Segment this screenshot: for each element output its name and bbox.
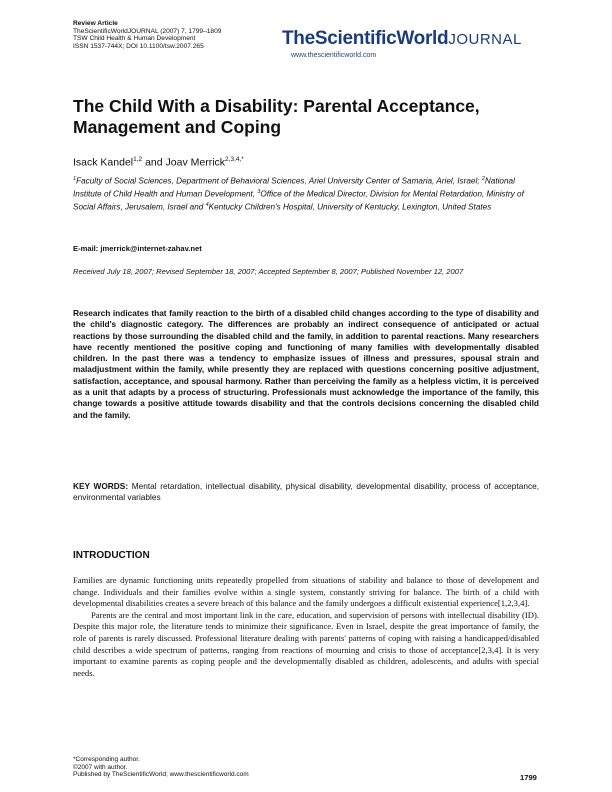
author-name: Joav Merrick [165, 156, 226, 169]
author-list [73, 156, 244, 169]
body-text [73, 575, 539, 679]
issn-doi: ISSN 1537-744X; DOI 10.1100/tsw.2007.265 [73, 42, 204, 50]
body-paragraph: Families are dynamic functioning units repeatedly propelled from situations of stability and balance to those of development and change. Individuals and their families evolve within a single system, constantly striving for balance. The birth of a child with developmental disabilities creates a severe breach of this balance and the family undergoes a difficult existential experience[1,2,3,4]. [73, 575, 539, 609]
affiliation-marker: 4 [205, 201, 209, 208]
journal-section: TSW Child Health & Human Development [73, 35, 196, 43]
corresponding-email[interactable]: E-mail: jmerrick@internet-zahav.net [73, 244, 202, 253]
logo-main: TheScientificWorld [282, 28, 449, 49]
affiliation-marker: 2 [481, 176, 485, 182]
journal-logo [282, 28, 552, 59]
journal-url[interactable]: www.thescientificworld.com [291, 52, 377, 59]
article-title: The Child With a Disability: Parental Acceptance, Management and Coping [73, 96, 480, 137]
abstract: Research indicates that family reaction to the birth of a disabled child changes according to the type of disability and the child's diagnostic category. The differences are probably an indirect consequence of anticipated or actual reactions by those surrounding the disabled child and the family, in addition to parental reactions. Many researchers have recently mentioned the positive coping and functioning of many families with developmentally disabled children. In the past there was a tendency to emphasize issues of illness and pressures, spousal strain and maladjustment within the family, while presently they are replaced with questions concerning positive adjustment, satisfaction, acceptance, and spousal harmony. Rather than perceiving the family as a helpless victim, it is perceived as a unit that adapts by a process of structuring. Professionals must acknowledge the importance of the family, this change towards a positive attitude towards disability and that the controls decisions concerning the disabled child and the family. [73, 308, 539, 420]
corresponding-note: *Corresponding author. [73, 756, 140, 763]
affiliation-text: National Institute of Child Health and Human Development, [73, 176, 515, 199]
affiliation-text: Kentucky Children's Hospital, University of Kentucky, Lexington, United States [208, 202, 492, 212]
author-affiliation-marker: 2,3,4,* [225, 156, 244, 163]
affiliation-text: Faculty of Social Sciences, Department of Behavioral Sciences, Ariel University Center of Samaria, Ariel, Israel; [76, 176, 482, 186]
footnote [73, 756, 249, 779]
affiliations [73, 174, 543, 213]
author-affiliation-marker: 1,2 [133, 156, 143, 163]
journal-logo-text [282, 28, 552, 50]
journal-citation: TheScientificWorldJOURNAL (2007) 7, 1799–1809 [73, 27, 222, 35]
publisher-note: Published by TheScientificWorld; www.thescientificworld.com [73, 771, 249, 779]
keywords-text: Mental retardation, intellectual disability, physical disability, developmental disability, process of acceptance, environmental variables [73, 481, 540, 503]
keywords-label: KEY WORDS: [73, 481, 129, 491]
affiliation-text: Office of the Medical Director, Division for Mental Retardation, Ministry of Social Affairs, Jerusalem, Israel and [73, 189, 524, 212]
affiliation-marker: 3 [257, 188, 261, 195]
author-name: Isack Kandel [73, 156, 134, 169]
body-paragraph: Parents are the central and most important link in the care, education, and supervision of persons with intellectual disability (ID). Despite this major role, the literature tends to minimize their significance. Even in Israel, despite the great importance of family, the role of parents is rarely discussed. Professional literature dealing with parents' patterns of coping with raising a handicapped/disabled child describes a wide spectrum of patterns, ranging from reactions of mourning and crisis to those of acceptance[2,3,4]. It is very important to examine parents as coping people and the developmentally disabled as children, adolescents, and adults with special needs. [73, 609, 539, 678]
logo-journal: JOURNAL [448, 31, 522, 48]
keywords [73, 481, 539, 504]
article-type: Review Article [73, 20, 118, 27]
publication-dates: Received July 18, 2007; Revised September 18, 2007; Accepted September 8, 2007; Published November 12, 2007 [73, 267, 464, 276]
section-heading: INTRODUCTION [73, 550, 150, 561]
page-number: 1799 [520, 773, 537, 782]
copyright-note: ©2007 with author. [73, 763, 128, 771]
affiliation-marker: 1 [73, 176, 77, 182]
author-conjunction: and [142, 156, 166, 169]
